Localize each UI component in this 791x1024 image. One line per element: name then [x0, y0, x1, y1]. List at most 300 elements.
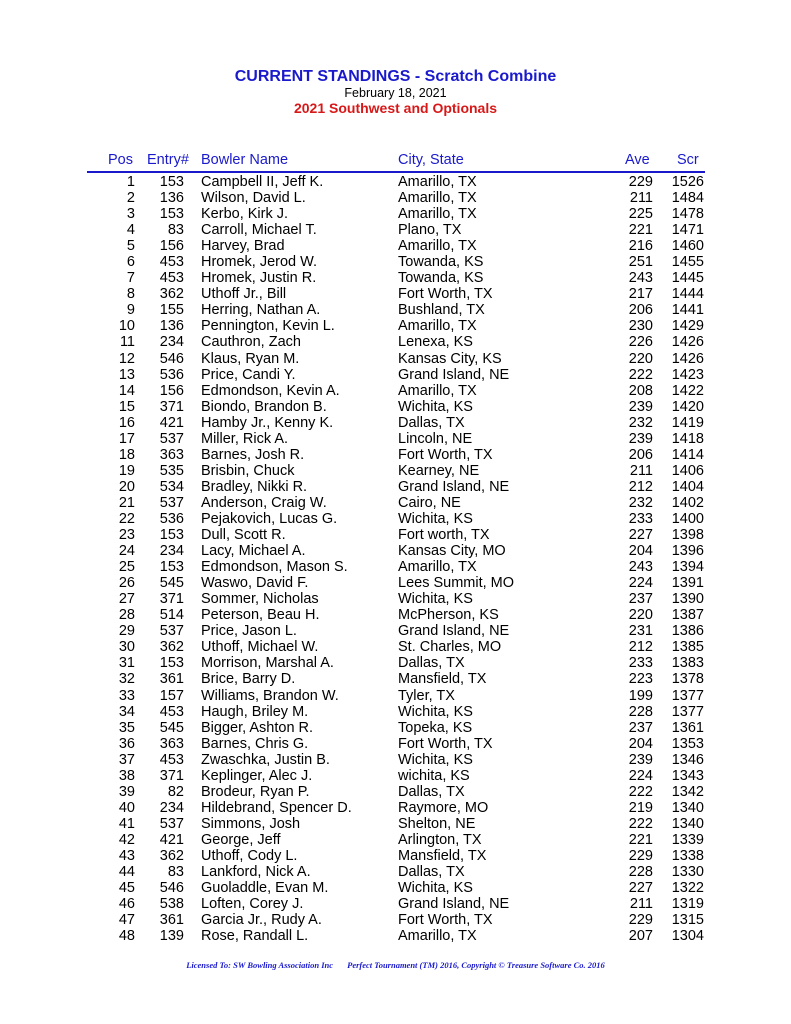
row-city-state: Arlington, TX [398, 831, 482, 848]
row-scratch-score: 1315 [671, 912, 704, 929]
row-bowler-name: Pejakovich, Lucas G. [201, 510, 338, 527]
table-row [0, 479, 791, 495]
standings-table [0, 174, 791, 944]
row-city-state: Grand Island, NE [398, 896, 510, 913]
row-bowler-name: Hromek, Jerod W. [201, 254, 318, 271]
column-header-average: Ave [625, 152, 650, 168]
row-city-state: Amarillo, TX [398, 382, 477, 399]
row-bowler-name: Cauthron, Zach [201, 334, 301, 351]
row-bowler-name: Zwaschka, Justin B. [201, 751, 330, 768]
row-scratch-score: 1340 [671, 815, 704, 832]
row-position: 36 [118, 735, 135, 752]
row-scratch-score: 1342 [671, 783, 704, 800]
row-position: 3 [126, 206, 135, 223]
row-bowler-name: Lankford, Nick A. [201, 864, 311, 881]
row-scratch-score: 1478 [671, 206, 704, 223]
table-row [0, 768, 791, 784]
table-row [0, 174, 791, 190]
row-bowler-name: Wilson, David L. [201, 190, 306, 207]
row-bowler-name: Uthoff, Cody L. [201, 847, 298, 864]
row-scratch-score: 1426 [671, 350, 704, 367]
row-city-state: Amarillo, TX [398, 318, 477, 335]
table-row [0, 270, 791, 286]
row-city-state: Bushland, TX [398, 302, 485, 319]
row-average: 243 [628, 559, 653, 576]
table-row [0, 559, 791, 575]
row-bowler-name: Hildebrand, Spencer D. [201, 799, 352, 816]
row-average: 232 [628, 414, 653, 431]
row-entry-number: 421 [159, 414, 184, 431]
row-entry-number: 156 [159, 238, 184, 255]
row-average: 222 [628, 783, 653, 800]
row-average: 204 [628, 735, 653, 752]
row-position: 44 [118, 864, 135, 881]
row-scratch-score: 1423 [671, 366, 704, 383]
row-scratch-score: 1471 [671, 222, 704, 239]
table-row [0, 623, 791, 639]
row-average: 229 [628, 847, 653, 864]
row-scratch-score: 1386 [671, 623, 704, 640]
row-entry-number: 362 [159, 286, 184, 303]
table-row [0, 511, 791, 527]
row-city-state: Lincoln, NE [398, 430, 473, 447]
row-position: 46 [118, 896, 135, 913]
row-entry-number: 136 [159, 318, 184, 335]
table-row [0, 800, 791, 816]
row-scratch-score: 1377 [671, 703, 704, 720]
row-average: 232 [628, 494, 653, 511]
header-divider [87, 171, 705, 173]
table-row [0, 351, 791, 367]
row-average: 217 [628, 286, 653, 303]
row-entry-number: 534 [159, 478, 184, 495]
row-city-state: Kansas City, MO [398, 543, 506, 560]
table-row [0, 736, 791, 752]
row-bowler-name: Kerbo, Kirk J. [201, 206, 289, 223]
row-scratch-score: 1419 [671, 414, 704, 431]
row-city-state: Kearney, NE [398, 462, 480, 479]
row-scratch-score: 1385 [671, 639, 704, 656]
row-entry-number: 537 [159, 815, 184, 832]
row-city-state: Fort Worth, TX [398, 735, 493, 752]
row-city-state: Dallas, TX [398, 864, 465, 881]
row-bowler-name: Hamby Jr., Kenny K. [201, 414, 334, 431]
row-scratch-score: 1377 [671, 687, 704, 704]
row-entry-number: 153 [159, 527, 184, 544]
document-header [0, 68, 791, 117]
row-city-state: Dallas, TX [398, 783, 465, 800]
row-entry-number: 546 [159, 880, 184, 897]
row-average: 237 [628, 719, 653, 736]
row-position: 7 [126, 270, 135, 287]
row-entry-number: 361 [159, 671, 184, 688]
row-scratch-score: 1460 [671, 238, 704, 255]
row-scratch-score: 1394 [671, 559, 704, 576]
row-position: 13 [118, 366, 135, 383]
row-position: 42 [118, 831, 135, 848]
row-bowler-name: Anderson, Craig W. [201, 494, 327, 511]
license-text: Licensed To: SW Bowling Association Inc [186, 960, 334, 970]
row-average: 211 [629, 190, 653, 207]
table-row [0, 607, 791, 623]
row-position: 47 [118, 912, 135, 929]
row-scratch-score: 1445 [671, 270, 704, 287]
row-entry-number: 538 [159, 896, 184, 913]
table-row [0, 671, 791, 687]
row-city-state: Wichita, KS [398, 398, 473, 415]
row-average: 226 [628, 334, 653, 351]
row-average: 206 [628, 302, 653, 319]
table-row [0, 575, 791, 591]
row-average: 222 [628, 815, 653, 832]
row-position: 15 [118, 398, 135, 415]
row-bowler-name: Garcia Jr., Rudy A. [201, 912, 322, 929]
row-bowler-name: Rose, Randall L. [201, 928, 309, 945]
row-city-state: Wichita, KS [398, 751, 473, 768]
row-average: 199 [628, 687, 653, 704]
table-row [0, 784, 791, 800]
row-entry-number: 83 [167, 864, 184, 881]
row-entry-number: 362 [159, 847, 184, 864]
row-entry-number: 537 [159, 623, 184, 640]
row-scratch-score: 1343 [671, 767, 704, 784]
table-row [0, 367, 791, 383]
row-average: 207 [628, 928, 653, 945]
row-bowler-name: Brice, Barry D. [201, 671, 296, 688]
row-bowler-name: Waswo, David F. [201, 575, 309, 592]
row-entry-number: 545 [159, 719, 184, 736]
row-position: 4 [126, 222, 135, 239]
row-entry-number: 361 [159, 912, 184, 929]
row-scratch-score: 1429 [671, 318, 704, 335]
row-entry-number: 157 [159, 687, 184, 704]
row-scratch-score: 1526 [671, 174, 704, 190]
row-average: 211 [629, 896, 653, 913]
row-scratch-score: 1441 [671, 302, 704, 319]
table-row [0, 896, 791, 912]
row-entry-number: 536 [159, 510, 184, 527]
table-row [0, 286, 791, 302]
row-entry-number: 371 [159, 591, 184, 608]
table-header [0, 152, 791, 170]
row-position: 8 [126, 286, 135, 303]
row-position: 6 [126, 254, 135, 271]
row-scratch-score: 1422 [671, 382, 704, 399]
row-bowler-name: Haugh, Briley M. [201, 703, 309, 720]
row-scratch-score: 1346 [671, 751, 704, 768]
row-city-state: Mansfield, TX [398, 671, 487, 688]
row-position: 32 [118, 671, 135, 688]
row-average: 230 [628, 318, 653, 335]
table-row [0, 238, 791, 254]
row-scratch-score: 1400 [671, 510, 704, 527]
row-scratch-score: 1426 [671, 334, 704, 351]
row-entry-number: 234 [159, 543, 184, 560]
row-scratch-score: 1339 [671, 831, 704, 848]
row-entry-number: 453 [159, 254, 184, 271]
row-average: 223 [628, 671, 653, 688]
row-entry-number: 153 [159, 174, 184, 190]
row-bowler-name: Keplinger, Alec J. [201, 767, 313, 784]
license-footer [0, 960, 791, 970]
row-position: 48 [118, 928, 135, 945]
row-entry-number: 155 [159, 302, 184, 319]
column-header-city-state: City, State [398, 152, 464, 168]
row-city-state: Grand Island, NE [398, 366, 510, 383]
row-bowler-name: Carroll, Michael T. [201, 222, 317, 239]
table-row [0, 752, 791, 768]
row-city-state: Amarillo, TX [398, 174, 477, 190]
row-entry-number: 363 [159, 446, 184, 463]
row-position: 35 [118, 719, 135, 736]
row-position: 17 [118, 430, 135, 447]
copyright-text: Perfect Tournament (TM) 2016, Copyright © Treasure Software Co. 2016 [347, 960, 605, 970]
table-row [0, 302, 791, 318]
row-position: 5 [126, 238, 135, 255]
row-bowler-name: Edmondson, Mason S. [201, 559, 348, 576]
row-city-state: Fort worth, TX [398, 527, 490, 544]
row-entry-number: 153 [159, 206, 184, 223]
row-position: 43 [118, 847, 135, 864]
row-average: 220 [628, 350, 653, 367]
table-row [0, 463, 791, 479]
row-city-state: Amarillo, TX [398, 928, 477, 945]
table-row [0, 190, 791, 206]
row-position: 10 [118, 318, 135, 335]
row-position: 14 [118, 382, 135, 399]
row-average: 231 [628, 623, 653, 640]
row-position: 30 [118, 639, 135, 656]
row-position: 40 [118, 799, 135, 816]
table-row [0, 704, 791, 720]
row-bowler-name: Edmondson, Kevin A. [201, 382, 340, 399]
row-bowler-name: Bradley, Nikki R. [201, 478, 308, 495]
row-entry-number: 537 [159, 494, 184, 511]
row-entry-number: 153 [159, 655, 184, 672]
row-entry-number: 421 [159, 831, 184, 848]
row-city-state: Shelton, NE [398, 815, 476, 832]
row-average: 237 [628, 591, 653, 608]
table-row [0, 639, 791, 655]
row-city-state: Mansfield, TX [398, 847, 487, 864]
row-position: 9 [126, 302, 135, 319]
row-bowler-name: Bigger, Ashton R. [201, 719, 314, 736]
row-bowler-name: Simmons, Josh [201, 815, 301, 832]
row-city-state: Wichita, KS [398, 703, 473, 720]
table-row [0, 928, 791, 944]
table-row [0, 222, 791, 238]
row-entry-number: 535 [159, 462, 184, 479]
row-bowler-name: George, Jeff [201, 831, 281, 848]
row-average: 228 [628, 864, 653, 881]
row-entry-number: 371 [159, 767, 184, 784]
row-average: 212 [628, 639, 653, 656]
row-bowler-name: Uthoff Jr., Bill [201, 286, 287, 303]
row-position: 21 [118, 494, 135, 511]
table-row [0, 527, 791, 543]
row-entry-number: 453 [159, 751, 184, 768]
row-entry-number: 545 [159, 575, 184, 592]
row-scratch-score: 1340 [671, 799, 704, 816]
table-row [0, 334, 791, 350]
row-average: 239 [628, 751, 653, 768]
row-scratch-score: 1383 [671, 655, 704, 672]
row-average: 221 [628, 222, 653, 239]
table-row [0, 912, 791, 928]
row-average: 224 [628, 575, 653, 592]
row-average: 224 [628, 767, 653, 784]
row-entry-number: 136 [159, 190, 184, 207]
row-position: 31 [118, 655, 135, 672]
row-average: 227 [628, 880, 653, 897]
row-average: 227 [628, 527, 653, 544]
row-city-state: Wichita, KS [398, 510, 473, 527]
row-bowler-name: Price, Jason L. [201, 623, 297, 640]
row-city-state: Topeka, KS [398, 719, 473, 736]
row-position: 1 [126, 174, 135, 190]
row-city-state: Fort Worth, TX [398, 446, 493, 463]
row-average: 219 [628, 799, 653, 816]
row-city-state: Plano, TX [398, 222, 462, 239]
row-city-state: Amarillo, TX [398, 206, 477, 223]
row-position: 34 [118, 703, 135, 720]
row-city-state: Amarillo, TX [398, 559, 477, 576]
table-row [0, 383, 791, 399]
table-row [0, 848, 791, 864]
row-city-state: wichita, KS [398, 767, 470, 784]
row-scratch-score: 1420 [671, 398, 704, 415]
table-row [0, 543, 791, 559]
row-city-state: Amarillo, TX [398, 190, 477, 207]
row-position: 2 [126, 190, 135, 207]
row-bowler-name: Brodeur, Ryan P. [201, 783, 310, 800]
table-row [0, 832, 791, 848]
row-average: 229 [628, 174, 653, 190]
row-position: 33 [118, 687, 135, 704]
row-position: 38 [118, 767, 135, 784]
row-position: 28 [118, 607, 135, 624]
row-entry-number: 363 [159, 735, 184, 752]
row-scratch-score: 1455 [671, 254, 704, 271]
row-bowler-name: Loften, Corey J. [201, 896, 304, 913]
row-bowler-name: Miller, Rick A. [201, 430, 289, 447]
row-position: 24 [118, 543, 135, 560]
table-row [0, 206, 791, 222]
row-scratch-score: 1391 [671, 575, 704, 592]
row-average: 233 [628, 510, 653, 527]
row-city-state: Dallas, TX [398, 414, 465, 431]
row-city-state: Tyler, TX [398, 687, 455, 704]
row-entry-number: 536 [159, 366, 184, 383]
tournament-subtitle: 2021 Southwest and Optionals [293, 100, 498, 116]
row-city-state: Fort Worth, TX [398, 286, 493, 303]
row-position: 37 [118, 751, 135, 768]
table-row [0, 431, 791, 447]
row-city-state: Dallas, TX [398, 655, 465, 672]
row-average: 229 [628, 912, 653, 929]
row-position: 41 [118, 815, 135, 832]
table-row [0, 720, 791, 736]
row-entry-number: 453 [159, 270, 184, 287]
row-position: 26 [118, 575, 135, 592]
row-city-state: Raymore, MO [398, 799, 489, 816]
row-entry-number: 453 [159, 703, 184, 720]
row-position: 45 [118, 880, 135, 897]
row-scratch-score: 1330 [671, 864, 704, 881]
row-bowler-name: Price, Candi Y. [201, 366, 296, 383]
table-row [0, 688, 791, 704]
row-bowler-name: Biondo, Brandon B. [201, 398, 327, 415]
row-position: 39 [118, 783, 135, 800]
row-entry-number: 234 [159, 799, 184, 816]
row-city-state: Wichita, KS [398, 591, 473, 608]
row-average: 251 [628, 254, 653, 271]
row-average: 239 [628, 430, 653, 447]
row-bowler-name: Barnes, Josh R. [201, 446, 305, 463]
row-position: 25 [118, 559, 135, 576]
row-scratch-score: 1353 [671, 735, 704, 752]
row-average: 216 [628, 238, 653, 255]
row-scratch-score: 1444 [671, 286, 704, 303]
row-scratch-score: 1398 [671, 527, 704, 544]
row-entry-number: 537 [159, 430, 184, 447]
row-city-state: Lenexa, KS [398, 334, 473, 351]
row-city-state: Cairo, NE [398, 494, 461, 511]
row-position: 23 [118, 527, 135, 544]
row-scratch-score: 1484 [671, 190, 704, 207]
row-average: 212 [628, 478, 653, 495]
row-city-state: Fort Worth, TX [398, 912, 493, 929]
row-position: 16 [118, 414, 135, 431]
row-scratch-score: 1390 [671, 591, 704, 608]
row-scratch-score: 1404 [671, 478, 704, 495]
row-scratch-score: 1361 [671, 719, 704, 736]
row-scratch-score: 1322 [671, 880, 704, 897]
row-average: 228 [628, 703, 653, 720]
standings-date: February 18, 2021 [344, 86, 447, 100]
row-average: 221 [628, 831, 653, 848]
table-row [0, 399, 791, 415]
row-bowler-name: Peterson, Beau H. [201, 607, 320, 624]
column-header-scratch: Scr [677, 152, 699, 168]
table-row [0, 495, 791, 511]
row-bowler-name: Sommer, Nicholas [201, 591, 319, 608]
table-row [0, 254, 791, 270]
row-position: 27 [118, 591, 135, 608]
row-scratch-score: 1396 [671, 543, 704, 560]
row-position: 11 [119, 334, 135, 351]
row-city-state: Towanda, KS [398, 254, 484, 271]
row-city-state: Towanda, KS [398, 270, 484, 287]
row-position: 29 [118, 623, 135, 640]
row-bowler-name: Brisbin, Chuck [201, 462, 295, 479]
row-average: 222 [628, 366, 653, 383]
row-entry-number: 234 [159, 334, 184, 351]
table-row [0, 880, 791, 896]
row-entry-number: 362 [159, 639, 184, 656]
row-bowler-name: Dull, Scott R. [201, 527, 286, 544]
row-bowler-name: Hromek, Justin R. [201, 270, 317, 287]
row-scratch-score: 1319 [671, 896, 704, 913]
table-row [0, 591, 791, 607]
row-average: 239 [628, 398, 653, 415]
row-entry-number: 83 [167, 222, 184, 239]
row-scratch-score: 1414 [671, 446, 704, 463]
page-title: CURRENT STANDINGS - Scratch Combine [234, 68, 557, 85]
row-average: 220 [628, 607, 653, 624]
row-city-state: Amarillo, TX [398, 238, 477, 255]
row-average: 233 [628, 655, 653, 672]
